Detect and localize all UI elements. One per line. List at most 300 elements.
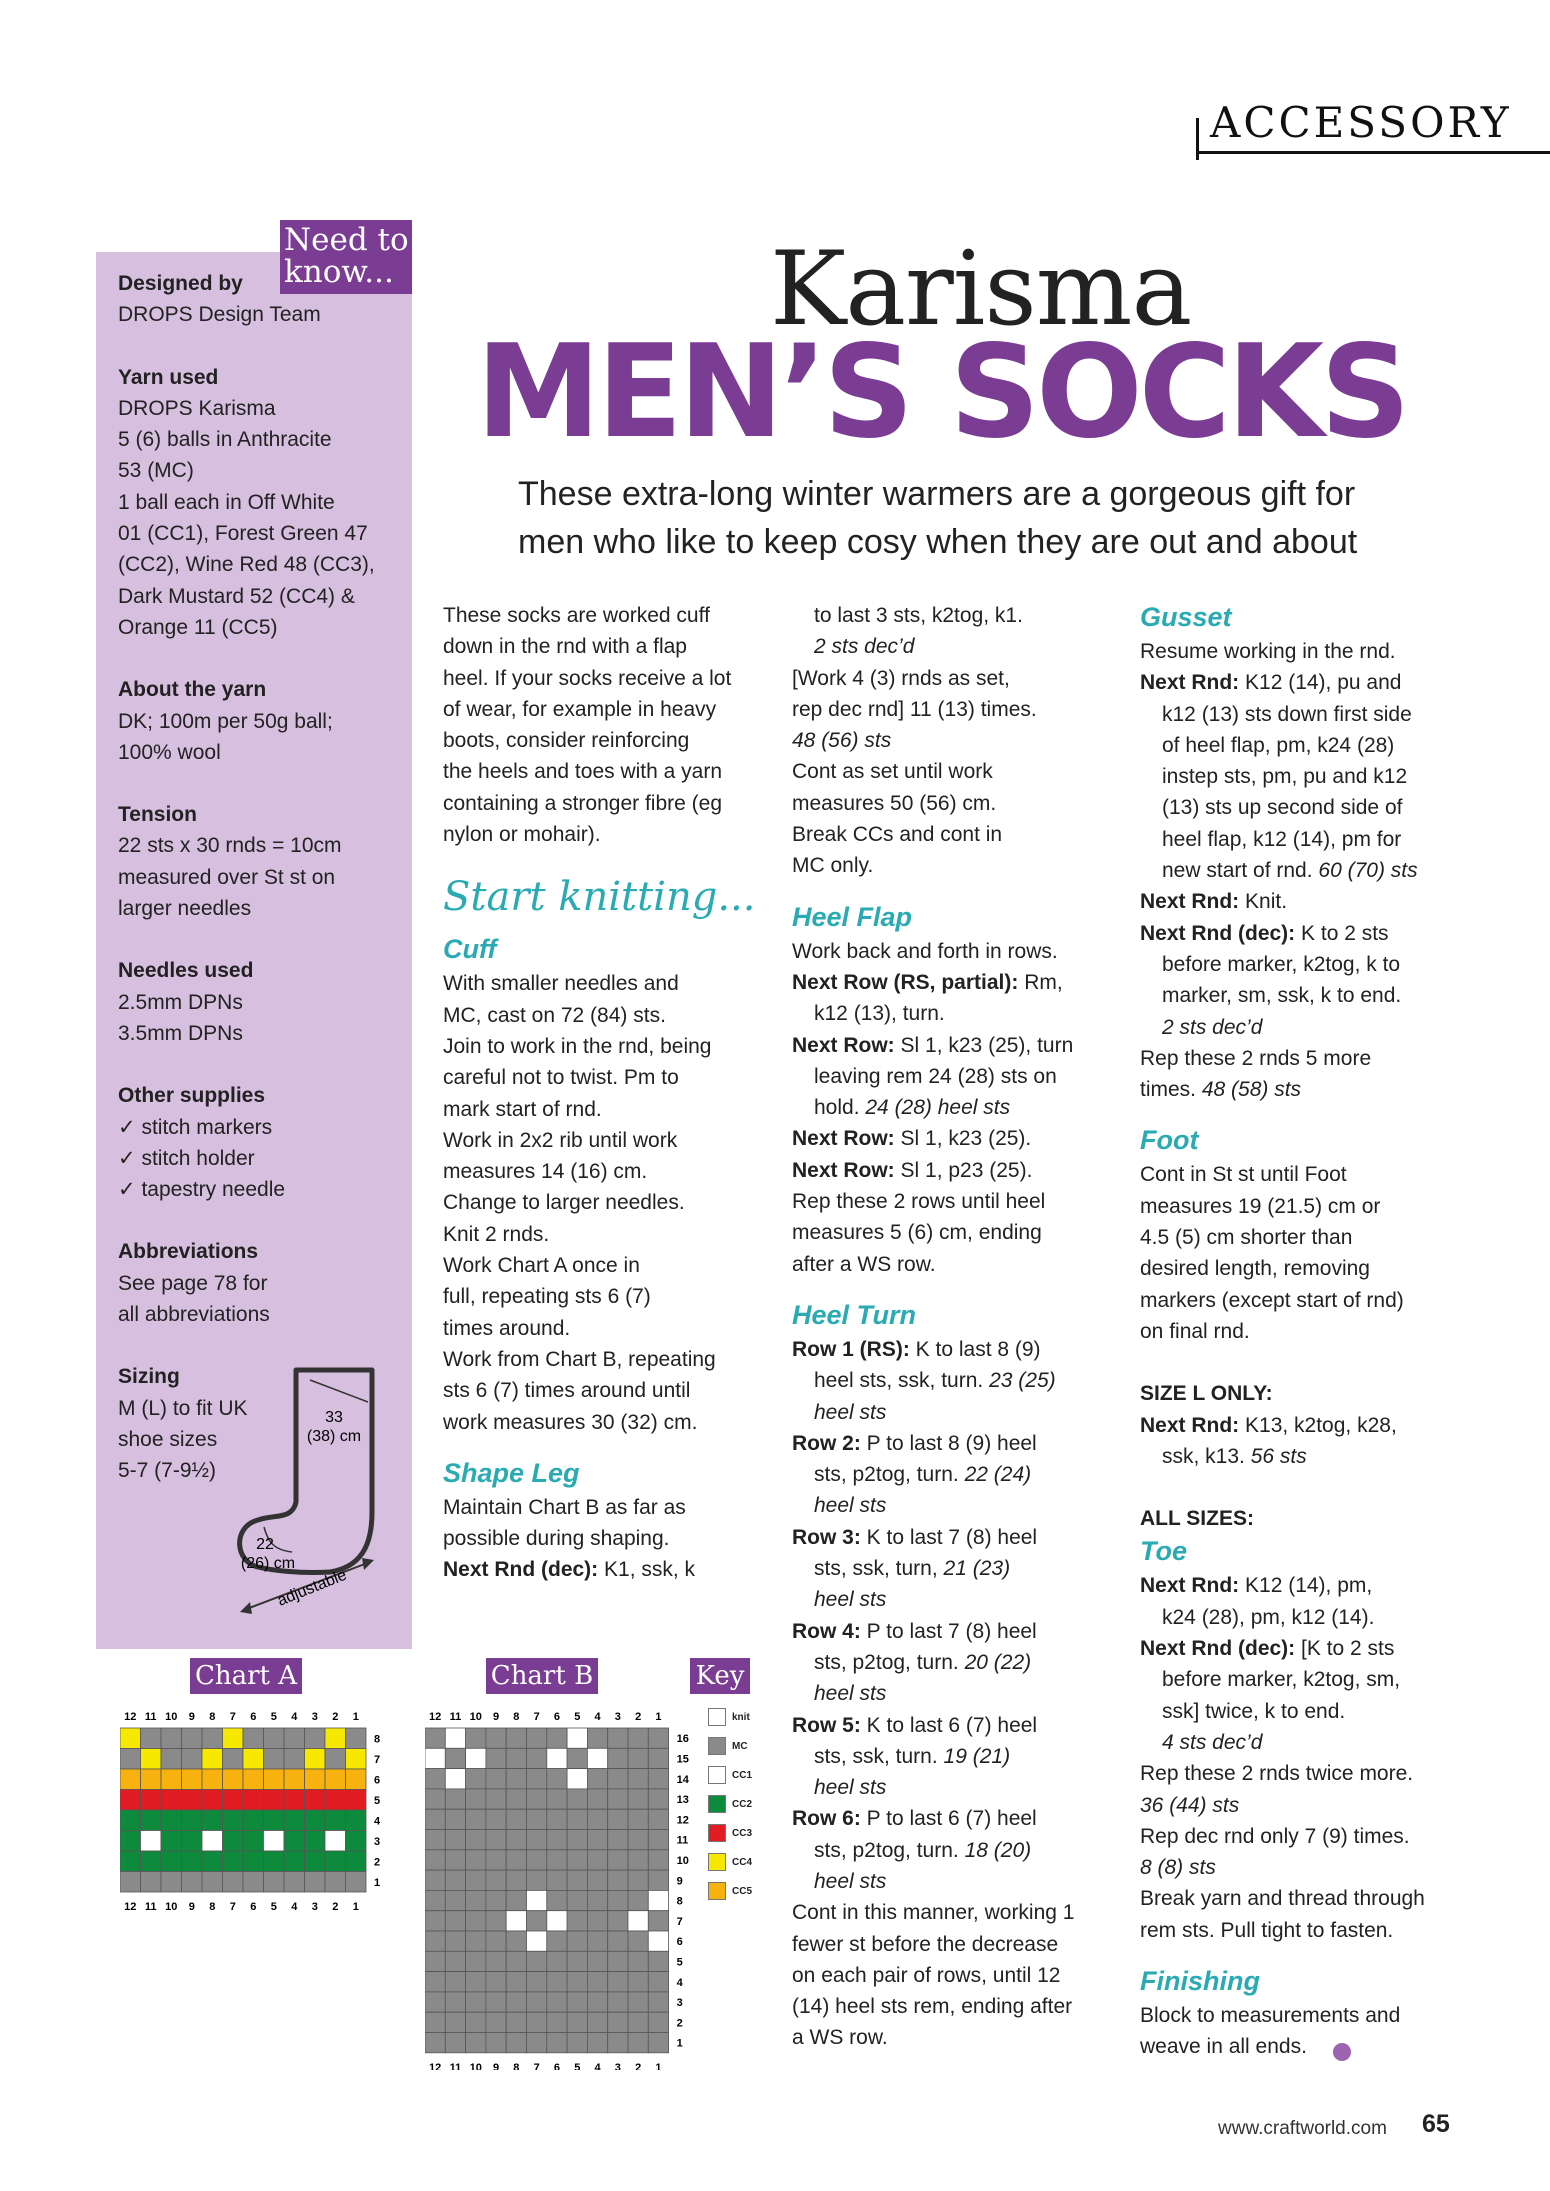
chart-cell: [466, 1850, 486, 1870]
row-continuation: [792, 1647, 1122, 1678]
text-line: Rep these 2 rows until heel: [792, 1190, 1046, 1214]
finishing-instructions: [1140, 2000, 1470, 2063]
row-continuation: [792, 1553, 1122, 1584]
text-line: of wear, for example in heavy: [443, 697, 717, 721]
instruction-label: Next Row:: [792, 1127, 895, 1151]
instruction-line: k24 (28), pm, k12 (14).: [1162, 1605, 1375, 1629]
chart-cell: [567, 1850, 587, 1870]
row-continuation: [792, 1741, 1122, 1772]
stitch-count: 8 (8) sts: [1140, 1856, 1216, 1880]
chart-column-number: 8: [209, 1711, 216, 1723]
chart-cell: [506, 1850, 526, 1870]
chart-cell: [325, 1769, 346, 1790]
sidebar-line: Orange 11 (CC5): [118, 615, 278, 639]
chart-cell: [608, 2012, 628, 2032]
chart-column-number: 9: [492, 2061, 500, 2070]
stitch-count: 60 (70) sts: [1318, 859, 1418, 883]
text-line: the heels and toes with a yarn: [443, 760, 723, 784]
row-continuation: [792, 1365, 1122, 1396]
foot-instructions: [1140, 1159, 1470, 1347]
chart-column-number: 4: [594, 1711, 601, 1723]
chart-cell: [486, 2033, 506, 2053]
row-text: P to last 7 (8) heel: [860, 1619, 1037, 1643]
chart-cell: [445, 1830, 465, 1850]
chart-cell: [506, 1748, 526, 1768]
chart-cell: [567, 1789, 587, 1809]
instruction-text: K13, k2tog, k28,: [1239, 1413, 1397, 1437]
chart-cell: [628, 1728, 648, 1748]
sidebar-line: shoe sizes: [118, 1427, 218, 1451]
chart-cell: [425, 1911, 445, 1931]
chart-cell: [120, 1728, 141, 1749]
chart-cell: [120, 1831, 141, 1852]
text-line: measures 5 (6) cm, ending: [792, 1221, 1042, 1245]
foot-heading: Foot: [1140, 1125, 1199, 1156]
chart-cell: [527, 1728, 547, 1748]
chart-cell: [425, 1870, 445, 1890]
chart-cell: [587, 1809, 607, 1829]
chart-cell: [120, 1749, 141, 1770]
chart-cell: [547, 1931, 567, 1951]
badge-line: Need to: [284, 222, 409, 258]
chart-cell: [325, 1851, 346, 1872]
chart-cell: [608, 1789, 628, 1809]
instruction-line: [Work 4 (3) rnds as set,: [792, 666, 1010, 690]
chart-cell: [567, 1992, 587, 2012]
chart-cell: [547, 1728, 567, 1748]
stitch-count: 4 sts dec’d: [1162, 1730, 1263, 1754]
text-line: before marker, k2tog, k to: [1162, 952, 1401, 976]
chart-cell: [648, 1931, 668, 1951]
chart-cell: [587, 1972, 607, 1992]
chart-row-number: 4: [676, 1976, 683, 1989]
chart-cell: [587, 2012, 607, 2032]
chart-cell: [608, 1911, 628, 1931]
chart-cell: [223, 1872, 244, 1893]
sidebar-line: 5 (6) balls in Anthracite: [118, 428, 332, 452]
instruction-label: Next Rnd (dec):: [443, 1558, 599, 1582]
chart-cell: [608, 1951, 628, 1971]
key-label: CC2: [732, 1799, 753, 1810]
stitch-count: 21 (23): [943, 1557, 1011, 1581]
chart-cell: [527, 1992, 547, 2012]
text-line: measures 50 (56) cm.: [792, 791, 997, 815]
need-to-know-content: [118, 268, 403, 1487]
chart-cell: [587, 1911, 607, 1931]
chart-cell: [527, 1850, 547, 1870]
chart-cell: [141, 1872, 162, 1893]
text-line: Block to measurements and: [1140, 2003, 1401, 2027]
leg-measure-label: 33: [325, 1409, 343, 1426]
instruction-label: Next Rnd:: [1140, 671, 1240, 695]
text-line: Break yarn and thread through: [1140, 1887, 1425, 1911]
chart-cell: [547, 1911, 567, 1931]
page-number: 65: [1422, 2110, 1450, 2138]
chart-cell: [264, 1810, 285, 1831]
chart-cell: [547, 1789, 567, 1809]
chart-cell: [120, 1810, 141, 1831]
text-line: heel flap, k12 (14), pm for: [1162, 827, 1402, 851]
chart-cell: [305, 1831, 326, 1852]
chart-b-label: Chart B: [486, 1658, 598, 1694]
text-line: nylon or mohair).: [443, 823, 601, 847]
chart-cell: [264, 1769, 285, 1790]
chart-column-number: 1: [655, 2061, 662, 2070]
text-line: of heel flap, pm, k24 (28): [1162, 733, 1395, 757]
title-kicker: Karisma: [770, 230, 1192, 349]
instruction-line: leaving rem 24 (28) sts on: [814, 1064, 1057, 1088]
sidebar-line: 3.5mm DPNs: [118, 1021, 243, 1045]
key-label: knit: [732, 1712, 750, 1723]
spacer: [118, 768, 403, 799]
chart-row-number: 16: [676, 1733, 689, 1746]
row-label: Row 1 (RS):: [792, 1337, 910, 1361]
size-l-heading: SIZE L ONLY:: [1140, 1382, 1273, 1406]
chart-cell: [628, 1789, 648, 1809]
text-line: careful not to twist. Pm to: [443, 1066, 679, 1090]
chart-cell: [243, 1749, 264, 1770]
badge-line: know...: [284, 254, 394, 290]
text-line: on each pair of rows, until 12: [792, 1963, 1061, 1987]
chart-row-number: 6: [676, 1936, 683, 1949]
chart-cell: [161, 1810, 182, 1831]
text-line: fewer st before the decrease: [792, 1932, 1059, 1956]
row-label: Row 4:: [792, 1619, 861, 1643]
chart-column-number: 12: [429, 2061, 442, 2070]
instruction-text: ssk, k13.: [1162, 1444, 1251, 1468]
chart-cell: [305, 1872, 326, 1893]
instruction-text: K to 2 sts: [1295, 921, 1389, 945]
chart-row-number: 3: [374, 1835, 381, 1848]
chart-cell: [466, 1789, 486, 1809]
chart-cell: [648, 1911, 668, 1931]
chart-cell: [628, 2012, 648, 2032]
sidebar-line: 5-7 (7-9½): [118, 1459, 217, 1483]
chart-cell: [567, 1972, 587, 1992]
chart-cell: [182, 1749, 203, 1770]
chart-cell: [628, 1972, 648, 1992]
chart-cell: [547, 1870, 567, 1890]
stitch-count: heel sts: [814, 1869, 887, 1893]
stitch-count: 19 (21): [943, 1744, 1011, 1768]
chart-row-number: 8: [676, 1895, 683, 1908]
chart-cell: [243, 1810, 264, 1831]
chart-column-number: 10: [469, 1711, 482, 1723]
chart-cell: [506, 1789, 526, 1809]
chart-cell: [486, 1789, 506, 1809]
spacer: [118, 643, 403, 674]
spacer: [118, 1205, 403, 1236]
chart-cell: [305, 1810, 326, 1831]
text-line: Break CCs and cont in: [792, 823, 1003, 847]
chart-cell: [161, 1728, 182, 1749]
instruction-block: [792, 756, 1122, 881]
chart-cell: [445, 1728, 465, 1748]
chart-cell: [567, 1931, 587, 1951]
text-line: containing a stronger fibre (eg: [443, 791, 722, 815]
chart-cell: [628, 2033, 648, 2053]
stitch-count: 48 (56) sts: [792, 729, 892, 753]
instruction-text: Sl 1, p23 (25).: [894, 1158, 1033, 1182]
row-label: Row 2:: [792, 1431, 861, 1455]
chart-cell: [120, 1872, 141, 1893]
chart-cell: [608, 1870, 628, 1890]
chart-cell: [141, 1769, 162, 1790]
chart-cell: [648, 1809, 668, 1829]
chart-column-number: 9: [492, 1711, 500, 1723]
start-knitting-heading: Start knitting...: [443, 874, 756, 921]
text-line: Cont as set until work: [792, 760, 993, 784]
chart-column-number: 8: [513, 2061, 520, 2070]
chart-row-number: 10: [676, 1854, 689, 1867]
chart-cell: [120, 1769, 141, 1790]
sidebar-line: DROPS Design Team: [118, 303, 321, 327]
chart-cell: [445, 1911, 465, 1931]
text-line: before marker, k2tog, sm,: [1162, 1668, 1401, 1692]
chart-cell: [486, 1890, 506, 1910]
sidebar-heading: Designed by: [118, 272, 243, 295]
chart-column-number: 1: [655, 1711, 662, 1723]
key-label: Key: [690, 1658, 750, 1694]
chart-cell: [506, 1890, 526, 1910]
chart-cell: [628, 1890, 648, 1910]
text-line: down in the rnd with a flap: [443, 635, 687, 659]
chart-row-number: 7: [676, 1915, 683, 1928]
chart-cell: [466, 2033, 486, 2053]
sidebar-heading: Needles used: [118, 959, 254, 983]
chart-cell: [425, 1850, 445, 1870]
chart-cell: [648, 1890, 668, 1910]
text-line: (14) heel sts rem, ending after: [792, 1995, 1073, 2019]
chart-cell: [547, 1972, 567, 1992]
chart-row-number: 12: [676, 1814, 689, 1827]
chart-cell: [325, 1872, 346, 1893]
chart-cell: [608, 1748, 628, 1768]
chart-cell: [445, 2012, 465, 2032]
chart-cell: [587, 1850, 607, 1870]
stitch-count: heel sts: [814, 1494, 887, 1518]
chart-cell: [243, 1831, 264, 1852]
row-label: Row 6:: [792, 1807, 861, 1831]
chart-row-number: 8: [374, 1733, 381, 1746]
text-line: Cont in St st until Foot: [1140, 1163, 1347, 1187]
text-line: full, repeating sts 6 (7): [443, 1285, 651, 1309]
chart-cell: [486, 1972, 506, 1992]
column-3: [1140, 600, 1470, 2063]
chart-cell: [445, 1748, 465, 1768]
cuff-instructions: [443, 968, 773, 1437]
chart-cell: [587, 1992, 607, 2012]
chart-column-number: 2: [635, 2061, 642, 2070]
stitch-count: 22 (24): [964, 1463, 1032, 1487]
chart-cell: [527, 1789, 547, 1809]
text-line: marker, sm, ssk, k to end.: [1162, 984, 1402, 1008]
text-line: times around.: [443, 1316, 571, 1340]
sidebar-line: larger needles: [118, 897, 252, 921]
chart-cell: [141, 1851, 162, 1872]
text-line: heel. If your socks receive a lot: [443, 666, 732, 690]
stitch-count: 20 (22): [964, 1650, 1032, 1674]
chart-cell: [527, 1769, 547, 1789]
instruction-block: [1140, 1664, 1470, 1727]
row-text: sts, ssk, turn.: [814, 1744, 944, 1768]
chart-cell: [527, 1870, 547, 1890]
instruction-block: [792, 1186, 1122, 1280]
chart-cell: [466, 1809, 486, 1829]
heel-turn-row: [792, 1334, 1122, 1365]
chart-cell: [223, 1749, 244, 1770]
chart-cell: [506, 1992, 526, 2012]
sidebar-line: 2.5mm DPNs: [118, 990, 243, 1014]
row-text: heel sts, ssk, turn.: [814, 1369, 990, 1393]
chart-cell: [506, 1911, 526, 1931]
chart-cell: [466, 1890, 486, 1910]
chart-cell: [587, 1890, 607, 1910]
chart-cell: [486, 1850, 506, 1870]
chart-cell: [587, 2033, 607, 2053]
chart-cell: [346, 1872, 367, 1893]
text-line: after a WS row.: [792, 1252, 936, 1276]
chart-cell: [608, 1769, 628, 1789]
chart-cell: [466, 1931, 486, 1951]
chart-cell: [305, 1790, 326, 1811]
row-label: Row 3:: [792, 1525, 861, 1549]
chart-cell: [466, 1748, 486, 1768]
row-text: sts, p2tog, turn.: [814, 1650, 965, 1674]
chart-cell: [567, 1728, 587, 1748]
chart-cell: [346, 1851, 367, 1872]
text-line: work measures 30 (32) cm.: [443, 1410, 698, 1434]
sidebar-line: 53 (MC): [118, 459, 194, 483]
chart-column-number: 4: [291, 1711, 298, 1723]
chart-cell: [346, 1769, 367, 1790]
chart-cell: [120, 1790, 141, 1811]
chart-cell: [425, 1890, 445, 1910]
chart-row-number: 2: [374, 1856, 381, 1869]
chart-cell: [527, 1951, 547, 1971]
row-text: K to last 8 (9): [909, 1337, 1041, 1361]
chart-cell: [608, 1931, 628, 1951]
chart-cell: [608, 1972, 628, 1992]
chart-column-number: 5: [574, 1711, 581, 1723]
chart-cell: [506, 1870, 526, 1890]
chart-cell: [445, 1870, 465, 1890]
chart-cell: [161, 1831, 182, 1852]
chart-cell: [608, 1809, 628, 1829]
chart-cell: [648, 1769, 668, 1789]
chart-cell: [527, 1972, 547, 1992]
heel-turn-row: [792, 1428, 1122, 1459]
chart-cell: [506, 2033, 526, 2053]
sidebar-line: See page 78 for: [118, 1271, 268, 1295]
chart-cell: [567, 1951, 587, 1971]
instruction-line: Rep these 2 rnds 5 more: [1140, 1046, 1372, 1070]
chart-column-number: 4: [291, 1901, 298, 1910]
text-line: Cont in this manner, working 1: [792, 1901, 1075, 1925]
chart-cell: [628, 1850, 648, 1870]
chart-cell: [567, 1911, 587, 1931]
chart-cell: [466, 1728, 486, 1748]
chart-cell: [264, 1851, 285, 1872]
text-line: on final rnd.: [1140, 1319, 1250, 1343]
heel-turn-heading: Heel Turn: [792, 1299, 917, 1330]
arrowhead-icon: [240, 1602, 252, 1614]
chart-cell: [628, 1748, 648, 1768]
standfirst-line: men who like to keep cosy when they are out and about: [518, 523, 1358, 561]
text-line: (13) sts up second side of: [1162, 796, 1403, 820]
key-swatch: [708, 1737, 726, 1755]
chart-cell: [223, 1728, 244, 1749]
sidebar-heading: Tension: [118, 803, 197, 827]
chart-cell: [425, 1809, 445, 1829]
section-label: ACCESSORY: [1210, 98, 1512, 147]
chart-cell: [161, 1749, 182, 1770]
text-line: ssk] twice, k to end.: [1162, 1699, 1346, 1723]
instruction-label: Next Rnd:: [1140, 890, 1240, 914]
text-line: weave in all ends.: [1140, 2035, 1307, 2059]
instruction-line: Rep these 2 rnds twice more.: [1140, 1762, 1414, 1786]
chart-cell: [547, 1748, 567, 1768]
chart-row-number: 2: [676, 2017, 683, 2030]
spacer: [118, 1330, 403, 1361]
chart-row-number: 6: [374, 1774, 381, 1787]
chart-cell: [346, 1831, 367, 1852]
chart-cell: [182, 1769, 203, 1790]
chart-cell: [648, 2012, 668, 2032]
chart-cell: [445, 1769, 465, 1789]
key-swatch: [708, 1824, 726, 1842]
instruction-line: Resume working in the rnd.: [1140, 640, 1396, 663]
chart-cell: [628, 1830, 648, 1850]
footer-url: www.craftworld.com: [1218, 2118, 1387, 2139]
instruction-text: K1, ssk, k: [598, 1558, 696, 1582]
chart-column-number: 9: [188, 1711, 195, 1723]
key-label: MC: [732, 1741, 748, 1752]
instruction-text: hold.: [814, 1096, 866, 1120]
chart-column-number: 6: [250, 1901, 257, 1910]
key-label: CC1: [732, 1770, 753, 1781]
chart-cell: [527, 2012, 547, 2032]
chart-cell: [305, 1728, 326, 1749]
chart-cell: [325, 1831, 346, 1852]
chart-cell: [547, 2033, 567, 2053]
chart-row-number: 13: [676, 1794, 689, 1807]
heel-turn-row: [792, 1710, 1122, 1741]
chart-cell: [648, 1850, 668, 1870]
instruction-text: Sl 1, k23 (25).: [894, 1127, 1032, 1151]
chart-row-number: 3: [676, 1997, 683, 2010]
text-line: rem sts. Pull tight to fasten.: [1140, 1918, 1394, 1942]
chart-cell: [425, 2033, 445, 2053]
chart-cell: [547, 1769, 567, 1789]
chart-column-number: 7: [533, 1711, 540, 1723]
chart-column-number: 3: [614, 1711, 621, 1723]
text-line: measures 19 (21.5) cm or: [1140, 1194, 1381, 1218]
chart-cell: [628, 1769, 648, 1789]
chart-row-number: 1: [374, 1876, 381, 1889]
page-title: MEN’S SOCKS: [476, 318, 1407, 467]
chart-cell: [506, 1931, 526, 1951]
chart-cell: [445, 1972, 465, 1992]
chart-b: [425, 1700, 700, 2070]
chart-cell: [445, 1890, 465, 1910]
chart-cell: [202, 1851, 223, 1872]
chart-cell: [425, 1931, 445, 1951]
row-label: Row 5:: [792, 1713, 861, 1737]
text-line: Join to work in the rnd, being: [443, 1034, 712, 1058]
stitch-count: heel sts: [814, 1776, 887, 1800]
toe-heading: Toe: [1140, 1536, 1187, 1567]
